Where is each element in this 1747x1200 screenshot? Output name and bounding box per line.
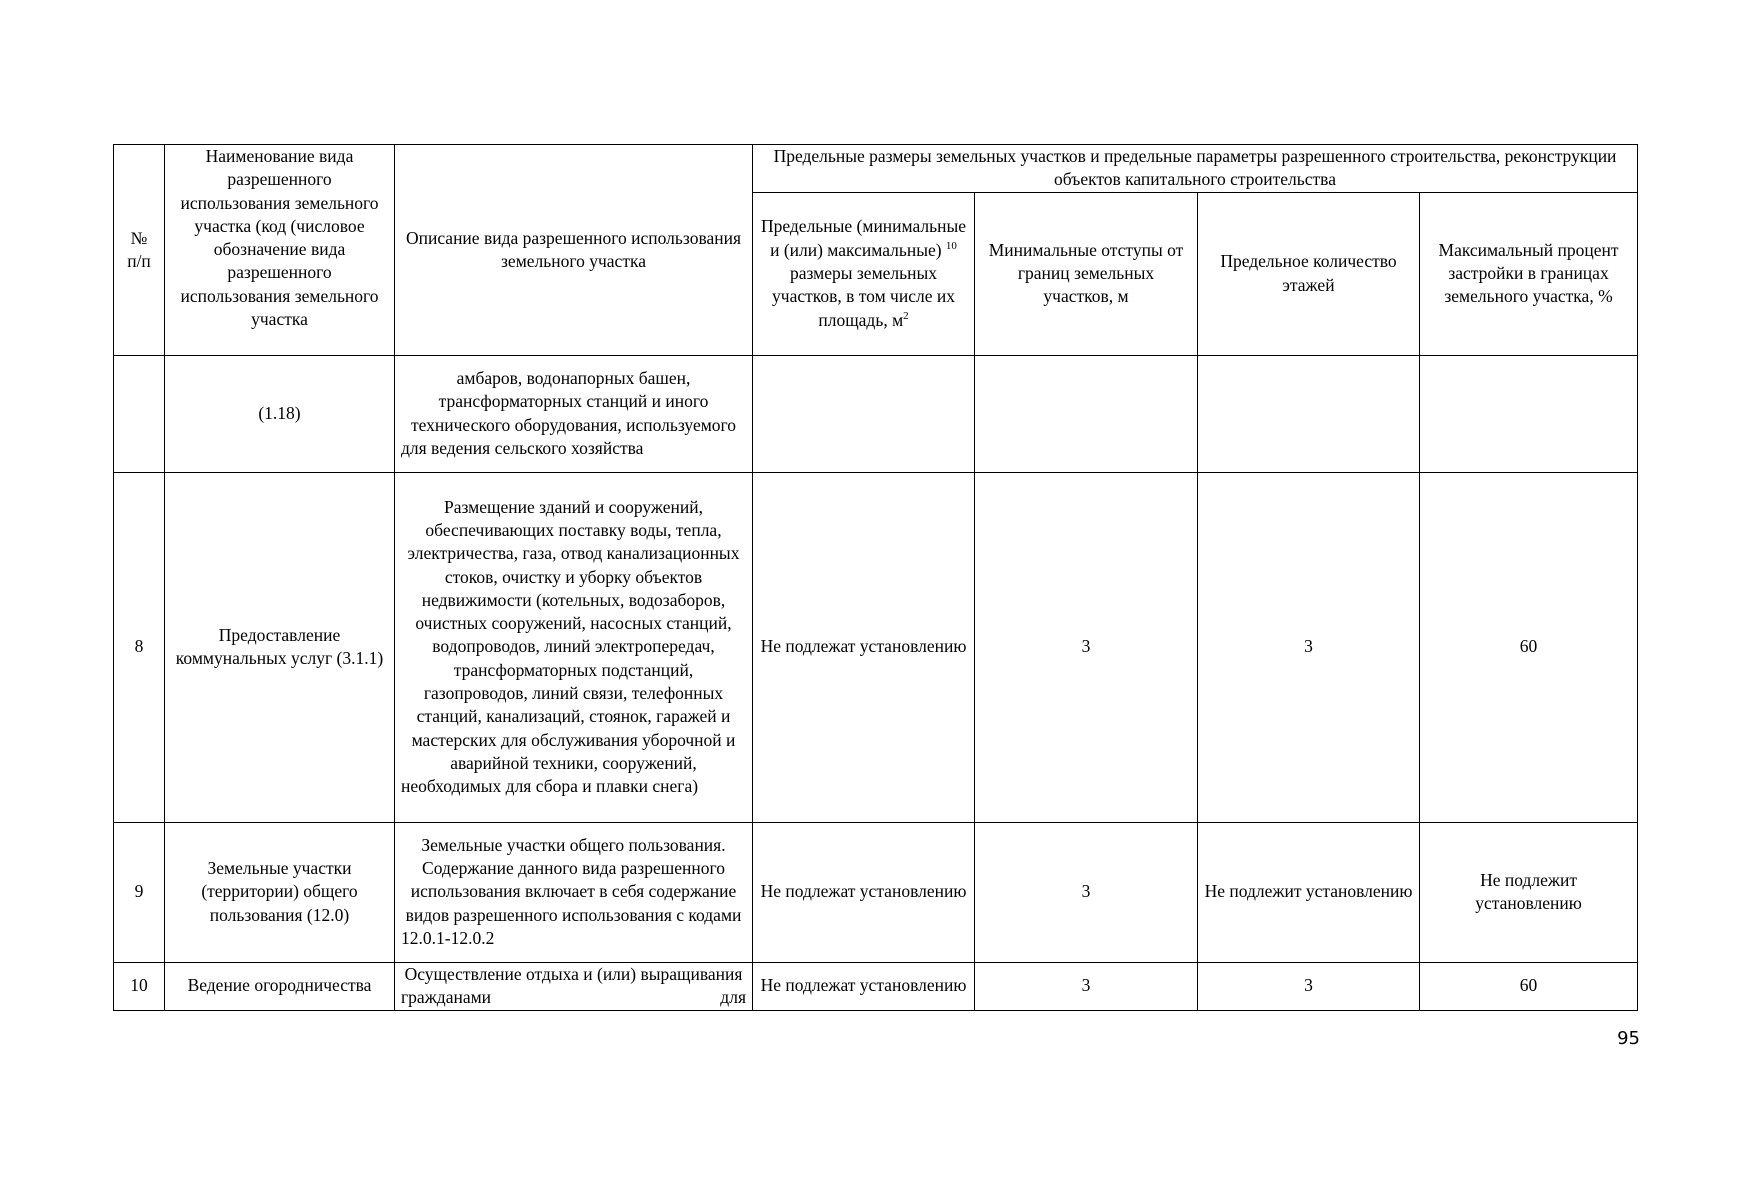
header-num: № п/п	[114, 145, 165, 356]
row-num: 10	[114, 962, 165, 1010]
regulations-table	[113, 144, 1638, 1011]
header-size-text-a: Предельные (минимальные и (или) максимальные)	[760, 216, 967, 260]
row-floors	[1198, 355, 1420, 472]
table-header	[114, 145, 1638, 356]
header-size-footnote: 10	[945, 239, 957, 252]
row-setback	[975, 355, 1198, 472]
header-size-text-b: размеры земельных участков, в том числе их площадь, м	[772, 262, 955, 330]
row-size	[753, 355, 975, 472]
row-setback: 3	[975, 472, 1198, 822]
table-row	[114, 822, 1638, 962]
header-name: Наименование вида разрешенного использования земельного участка (код (числовое обозначение вида разрешенного использования земельного участка	[165, 145, 395, 356]
row-name: Предоставление коммунальных услуг (3.1.1)	[165, 472, 395, 822]
header-description: Описание вида разрешенного использования земельного участка	[395, 145, 753, 356]
header-size-unit-sup: 2	[903, 309, 909, 322]
row-coverage: 60	[1420, 472, 1638, 822]
row-coverage: Не подлежит установлению	[1420, 822, 1638, 962]
header-floors: Предельное количество этажей	[1198, 192, 1420, 355]
table-row	[114, 355, 1638, 472]
row-num: 9	[114, 822, 165, 962]
row-floors: 3	[1198, 962, 1420, 1010]
header-size	[753, 192, 975, 355]
table-row	[114, 962, 1638, 1010]
row-coverage: 60	[1420, 962, 1638, 1010]
header-coverage: Максимальный процент застройки в границах земельного участка, %	[1420, 192, 1638, 355]
row-description: амбаров, водонапорных башен, трансформаторных станций и иного технического оборудования, используемого для ведения сельского хозяйства	[395, 355, 753, 472]
row-setback: 3	[975, 962, 1198, 1010]
header-setback: Минимальные отступы от границ земельных участков, м	[975, 192, 1198, 355]
row-floors: 3	[1198, 472, 1420, 822]
header-limits-group: Предельные размеры земельных участков и предельные параметры разрешенного строительства, реконструкции объектов капитального строительства	[753, 145, 1638, 193]
row-size: Не подлежат установлению	[753, 822, 975, 962]
row-name: (1.18)	[165, 355, 395, 472]
row-num: 8	[114, 472, 165, 822]
row-name: Ведение огородничества	[165, 962, 395, 1010]
row-size: Не подлежат установлению	[753, 962, 975, 1010]
row-description: Земельные участки общего пользования. Содержание данного вида разрешенного использования включает в себя содержание видов разрешенного использования с кодами 12.0.1-12.0.2	[395, 822, 753, 962]
row-name: Земельные участки (территории) общего пользования (12.0)	[165, 822, 395, 962]
row-setback: 3	[975, 822, 1198, 962]
page-number: 95	[1617, 1028, 1640, 1049]
row-description: Осуществление отдыха и (или) выращивания гражданами для	[395, 962, 753, 1010]
row-size: Не подлежат установлению	[753, 472, 975, 822]
table-row	[114, 472, 1638, 822]
row-floors: Не подлежит установлению	[1198, 822, 1420, 962]
row-num	[114, 355, 165, 472]
row-description: Размещение зданий и сооружений, обеспечивающих поставку воды, тепла, электричества, газа, отвод канализационных стоков, очистку и уборку объектов недвижимости (котельных, водозаборов, очистных сооружений, насосных станций, водопроводов, линий электропередач, трансформаторных подстанций, газопроводов, линий связи, телефонных станций, канализаций, стоянок, гаражей и мастерских для обслуживания уборочной и аварийной техники, сооружений, необходимых для сбора и плавки снега)	[395, 472, 753, 822]
row-coverage	[1420, 355, 1638, 472]
